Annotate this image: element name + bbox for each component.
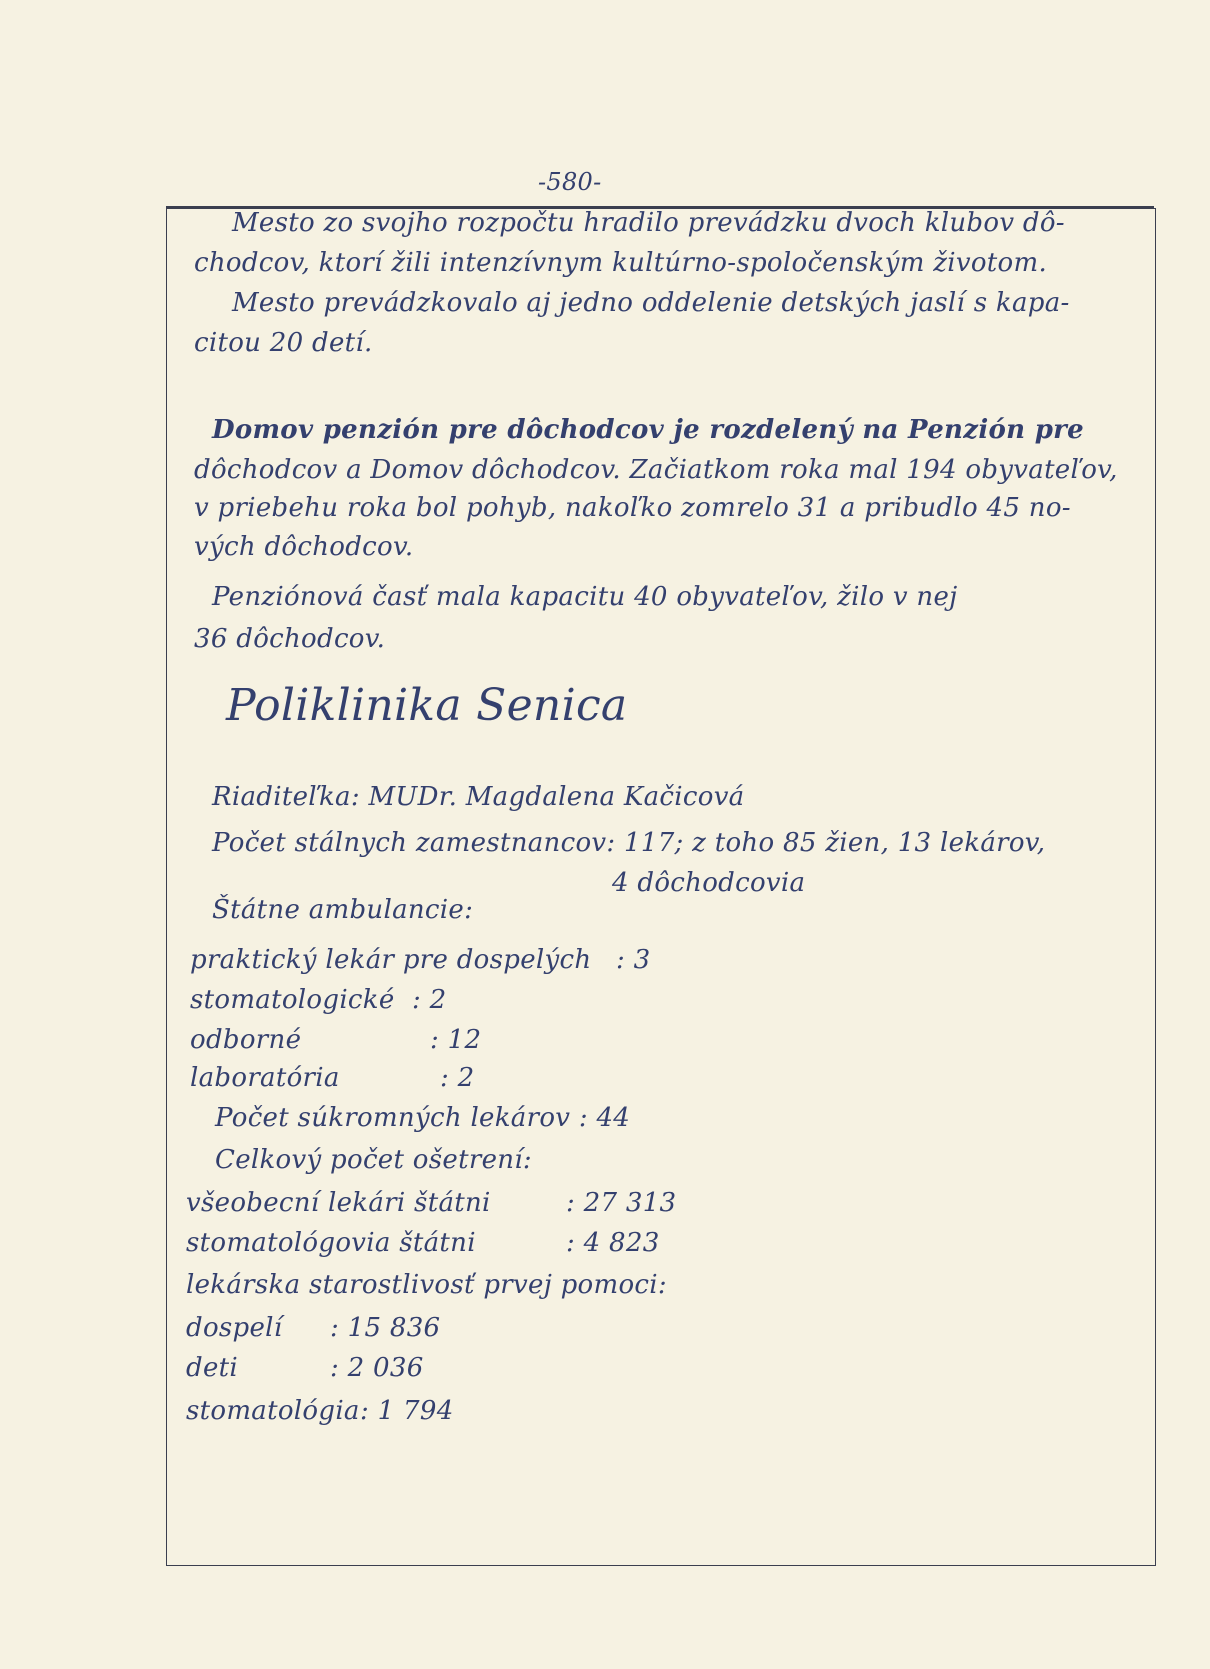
treatment-label: všeobecní lekári štátni <box>186 1188 491 1218</box>
director-line: Riaditeľka: MUDr. Magdalena Kačicová <box>212 782 745 812</box>
text-line: Mesto zo svojho rozpočtu hradilo prevádzku dvoch klubov dô- <box>232 208 1065 238</box>
text-line: dôchodcov a Domov dôchodcov. Začiatkom roka mal 194 obyvateľov, <box>194 455 1118 485</box>
ambulance-value: : 12 <box>430 1025 482 1055</box>
first-aid-label: deti <box>186 1353 238 1383</box>
section-heading: Poliklinika Senica <box>226 680 628 731</box>
treatment-label: stomatológovia štátni <box>186 1228 476 1258</box>
treatment-value: : 27 313 <box>566 1188 677 1218</box>
ambulance-value: : 2 <box>440 1063 475 1093</box>
text-line: vých dôchodcov. <box>194 532 414 562</box>
first-aid-value: : 1 794 <box>360 1396 454 1426</box>
ambulance-label: stomatologické <box>190 985 395 1015</box>
private-doctors-line: Počet súkromných lekárov : 44 <box>215 1103 631 1133</box>
text-line: v priebehu roka bol pohyb, nakoľko zomrelo 31 a pribudlo 45 no- <box>194 493 1071 523</box>
treatments-title: Celkový počet ošetrení: <box>215 1145 532 1175</box>
ambulances-title: Štátne ambulancie: <box>212 895 474 925</box>
first-aid-label: stomatológia <box>186 1396 360 1426</box>
staff-line: Počet stálnych zamestnancov: 117; z toho 85 žien, 13 lekárov, <box>212 828 1046 858</box>
ambulance-label: laboratória <box>190 1063 340 1093</box>
text-line: Mesto prevádzkovalo aj jedno oddelenie detských jaslí s kapa- <box>232 288 1070 318</box>
page-number: -580- <box>538 168 602 196</box>
text-line: 36 dôchodcov. <box>194 624 386 654</box>
text-line: citou 20 detí. <box>194 328 373 358</box>
staff-line-cont: 4 dôchodcovia <box>612 868 806 898</box>
first-aid-title: lekárska starostlivosť prvej pomoci: <box>186 1270 667 1300</box>
ambulance-value: : 2 <box>412 985 447 1015</box>
treatment-value: : 4 823 <box>566 1228 660 1258</box>
ambulance-value: : 3 <box>616 945 651 975</box>
first-aid-value: : 2 036 <box>330 1353 424 1383</box>
ambulance-label: praktický lekár pre dospelých <box>190 945 592 975</box>
first-aid-value: : 15 836 <box>330 1313 441 1343</box>
text-line: Domov penzión pre dôchodcov je rozdelený na Penzión pre <box>212 415 1085 445</box>
text-line: Penziónová časť mala kapacitu 40 obyvateľov, žilo v nej <box>212 582 958 612</box>
text-line: chodcov, ktorí žili intenzívnym kultúrno-spoločenským životom. <box>194 248 1048 278</box>
first-aid-label: dospelí <box>186 1313 283 1343</box>
ambulance-label: odborné <box>190 1025 302 1055</box>
